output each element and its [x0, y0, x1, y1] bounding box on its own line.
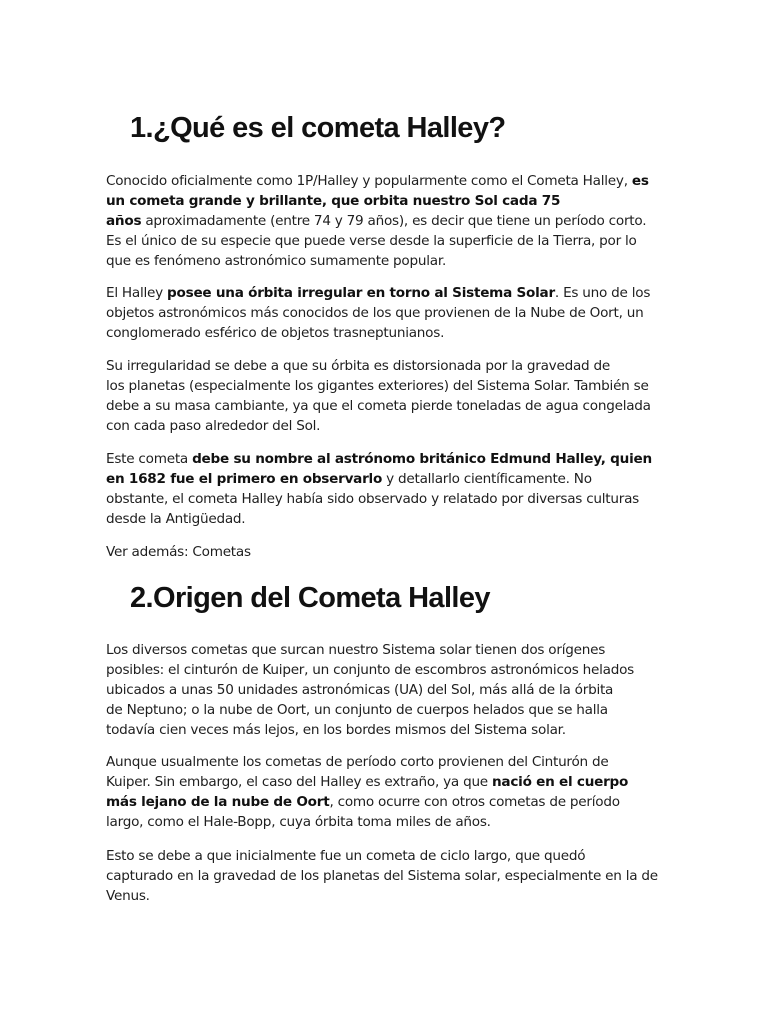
text-line: Su irregularidad se debe a que su órbita es distorsionada por la gravedad de [106, 358, 610, 374]
text-line: Es el único de su especie que puede verse desde la superficie de la Tierra, por lo [106, 233, 637, 249]
text-line: desde la Antigüedad. [106, 511, 246, 527]
bold-text: más lejano de la nube de Oort [106, 794, 330, 810]
text-line [106, 283, 666, 303]
text-line [106, 469, 666, 489]
paragraph-irregularidad [106, 356, 666, 436]
text-run: aproximadamente (entre 74 y 79 años), es decir que tiene un período corto. [141, 213, 647, 229]
text-line: que es fenómeno astronómico sumamente popular. [106, 253, 447, 269]
text-run: Este cometa [106, 451, 193, 467]
bold-text: un cometa grande y brillante, que orbita nuestro Sol cada 75 [106, 193, 561, 209]
text-line: posibles: el cinturón de Kuiper, un conjunto de escombros astronómicos helados [106, 662, 635, 678]
text-line: todavía cien veces más lejos, en los bordes mismos del Sistema solar. [106, 722, 566, 738]
bold-text: es [631, 173, 649, 189]
text-line [106, 772, 666, 792]
text-line: Venus. [106, 888, 150, 904]
text-line: Aunque usualmente los cometas de período corto provienen del Cinturón de [106, 754, 609, 770]
heading-origen-halley: 2.Origen del Cometa Halley [130, 582, 490, 614]
text-run: Kuiper. Sin embargo, el caso del Halley es extraño, ya que [106, 774, 492, 790]
paragraph-orbita [106, 283, 666, 343]
text-run: , como ocurre con otros cometas de período [329, 794, 620, 810]
text-line [106, 449, 666, 469]
text-run: . Es uno de los [554, 285, 651, 301]
text-line: con cada paso alrededor del Sol. [106, 418, 321, 434]
text-line: objetos astronómicos más conocidos de los que provienen de la Nube de Oort, un [106, 305, 644, 321]
bold-text: nació en el cuerpo [492, 774, 629, 790]
paragraph-ciclo-largo [106, 846, 666, 906]
text-line: capturado en la gravedad de los planetas del Sistema solar, especialmente en la de [106, 868, 658, 884]
text-line: Ver además: Cometas [106, 544, 251, 560]
text-line [106, 792, 666, 812]
text-line: largo, como el Hale-Bopp, cuya órbita toma miles de años. [106, 814, 491, 830]
text-run: y detallarlo científicamente. No [382, 471, 592, 487]
text-run: El Halley [106, 285, 168, 301]
paragraph-periodo-corto [106, 752, 666, 832]
text-line [106, 211, 666, 231]
text-line: ubicados a unas 50 unidades astronómicas (UA) del Sol, más allá de la órbita [106, 682, 614, 698]
text-line: debe a su masa cambiante, ya que el cometa pierde toneladas de agua congelada [106, 398, 651, 414]
text-line: los planetas (especialmente los gigantes exteriores) del Sistema Solar. También se [106, 378, 649, 394]
paragraph-ver-ademas [106, 542, 666, 562]
text-run: Conocido oficialmente como 1P/Halley y popularmente como el Cometa Halley, [106, 173, 632, 189]
text-line: obstante, el cometa Halley había sido observado y relatado por diversas culturas [106, 491, 640, 507]
text-line [106, 171, 666, 191]
bold-text: debe su nombre al astrónomo británico Edmund Halley, quien [192, 451, 652, 467]
text-line [106, 191, 666, 211]
bold-text: en 1682 fue el primero en observarlo [106, 471, 383, 487]
paragraph-origenes [106, 640, 666, 740]
heading-que-es-halley: 1.¿Qué es el cometa Halley? [130, 112, 506, 144]
text-line: Esto se debe a que inicialmente fue un cometa de ciclo largo, que quedó [106, 848, 586, 864]
paragraph-nombre [106, 449, 666, 529]
bold-text: posee una órbita irregular en torno al Sistema Solar [167, 285, 555, 301]
bold-text: años [106, 213, 142, 229]
paragraph-definicion [106, 171, 666, 271]
text-line: de Neptuno; o la nube de Oort, un conjunto de cuerpos helados que se halla [106, 702, 608, 718]
text-line: conglomerado esférico de objetos trasneptunianos. [106, 325, 445, 341]
text-line: Los diversos cometas que surcan nuestro Sistema solar tienen dos orígenes [106, 642, 606, 658]
